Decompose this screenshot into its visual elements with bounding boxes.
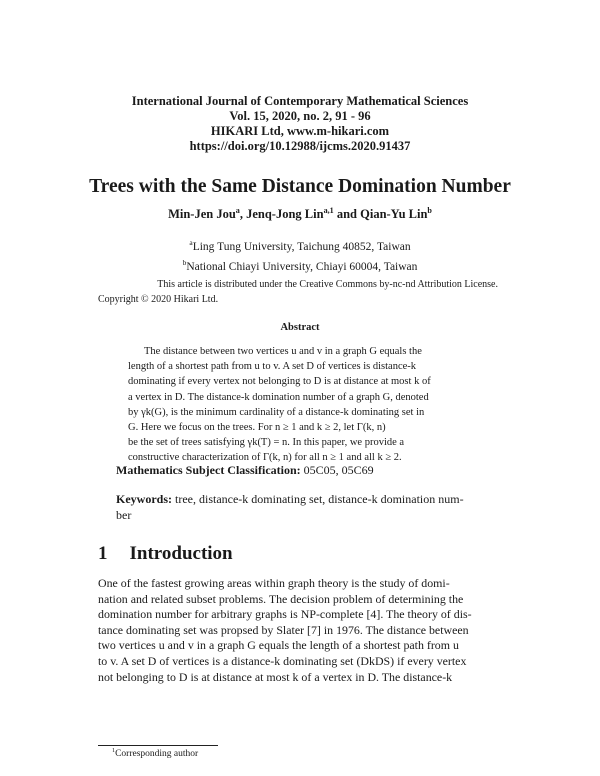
body-line: two vertices u and v in a graph G equals the length of a shortest path from u <box>98 638 459 653</box>
abstract-line: dominating if every vertex not belonging to D is at distance at most k of <box>128 376 431 388</box>
abstract-line: constructive characterization of Γ(k, n) for all n ≥ 1 and all k ≥ 2. <box>128 452 402 464</box>
copyright-text: Copyright © 2020 Hikari Ltd. <box>98 294 219 305</box>
affiliation-text: Ling Tung University, Taichung 40852, Taiwan <box>192 240 411 253</box>
author-list <box>0 206 600 222</box>
abstract-line: The distance between two vertices u and v in a graph G equals the <box>144 346 422 357</box>
body-line: tance dominating set was propsed by Slater [7] in 1976. The distance between <box>98 622 469 637</box>
keywords-text: tree, distance-k dominating set, distance-k domination num- <box>175 492 464 506</box>
affiliation-mark: a <box>189 238 193 247</box>
keywords-label: Keywords: <box>116 492 172 506</box>
journal-name: International Journal of Contemporary Mathematical Sciences <box>131 94 469 108</box>
license-block <box>98 277 498 307</box>
keywords-text: ber <box>116 508 132 522</box>
journal-publisher: HIKARI Ltd, www.m-hikari.com <box>210 124 390 138</box>
author-separator: , <box>239 207 247 222</box>
abstract-line: by γk(G), is the minimum cardinality of a distance-k dominating set in <box>128 406 425 418</box>
body-line: One of the fastest growing areas within graph theory is the study of domi- <box>98 576 450 590</box>
footnote-mark: 1 <box>112 748 116 754</box>
section-number: 1 <box>98 543 108 564</box>
abstract-line: G. Here we focus on the trees. For n ≥ 1 and k ≥ 2, let Γ(k, n) <box>128 422 386 434</box>
msc-value: 05C05, 05C69 <box>303 463 374 477</box>
author-affiliation-mark: b <box>427 206 432 215</box>
footnote-text: Corresponding author <box>115 749 199 760</box>
affiliations <box>0 235 600 275</box>
section-heading <box>98 543 233 565</box>
author-affiliation-mark: a,1 <box>323 206 334 215</box>
keywords-block <box>116 491 490 523</box>
journal-doi-link[interactable]: https://doi.org/10.12988/ijcms.2020.91437 <box>189 139 411 153</box>
abstract-heading: Abstract <box>280 322 320 333</box>
abstract-line: be the set of trees satisfying γk(T) = n. In this paper, we provide a <box>128 437 405 449</box>
footnote-rule <box>98 745 218 746</box>
author-separator: and <box>333 207 361 222</box>
license-text: This article is distributed under the Creative Commons by-nc-nd Attribution License. <box>157 279 498 290</box>
abstract-line: length of a shortest path from u to v. A set D of vertices is distance-k <box>128 361 417 373</box>
affiliation <box>0 255 600 275</box>
body-line: nation and related subset problems. The decision problem of determining the <box>98 591 464 606</box>
paper-title: Trees with the Same Distance Domination Number <box>89 176 511 197</box>
body-line: to v. A set D of vertices is a distance-k dominating set (DkDS) if every vertex <box>98 653 467 668</box>
affiliation <box>0 235 600 255</box>
journal-header <box>0 94 600 154</box>
affiliation-text: National Chiayi University, Chiayi 60004, Taiwan <box>186 260 418 273</box>
affiliation-mark: b <box>182 257 187 267</box>
msc-line <box>116 463 374 478</box>
author-name: Jenq-Jong Lin <box>246 207 324 222</box>
intro-paragraph <box>98 576 490 685</box>
author-name: Min-Jen Jou <box>168 207 236 222</box>
abstract-line: a vertex in D. The distance-k domination number of a graph G, denoted <box>128 391 429 403</box>
body-line: not belonging to D is at distance at most k of a vertex in D. The distance-k <box>98 669 453 684</box>
footnote <box>112 748 198 759</box>
msc-label: Mathematics Subject Classification: <box>116 463 301 477</box>
abstract-body <box>128 344 460 466</box>
section-title: Introduction <box>129 543 233 564</box>
journal-volume: Vol. 15, 2020, no. 2, 91 - 96 <box>229 109 371 123</box>
body-line: domination number for arbitrary graphs is NP-complete [4]. The theory of dis- <box>98 607 472 622</box>
author-affiliation-mark: a <box>235 206 240 215</box>
author-name: Qian-Yu Lin <box>360 207 428 222</box>
